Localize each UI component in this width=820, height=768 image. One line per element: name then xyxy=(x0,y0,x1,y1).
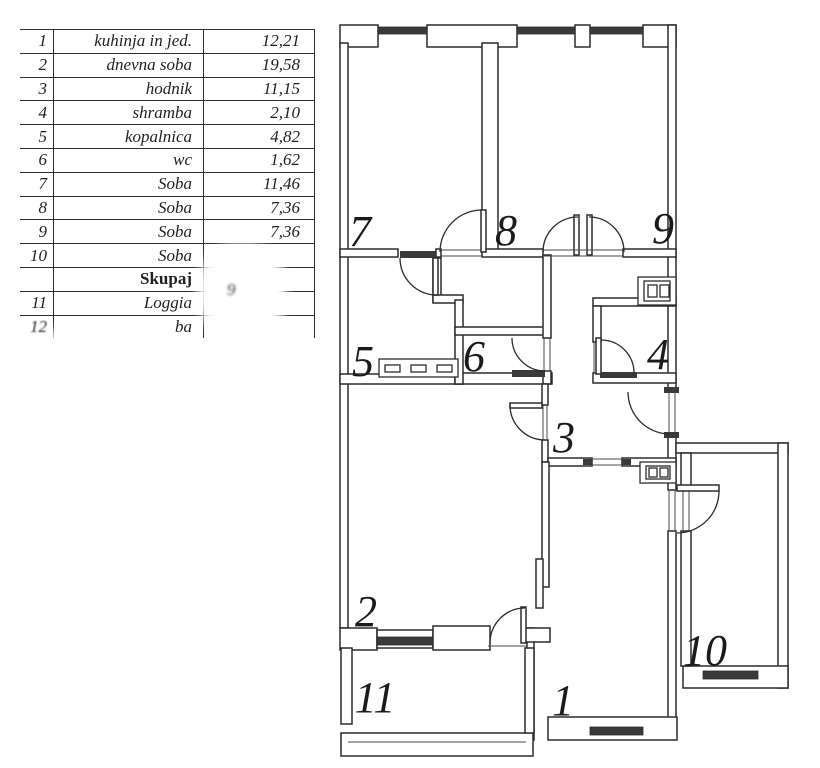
door-jamb xyxy=(622,459,631,465)
door-jamb xyxy=(664,387,679,393)
window-bar xyxy=(377,637,433,645)
row-number: 1 xyxy=(20,30,54,54)
door-arc xyxy=(400,258,437,295)
door-leaf xyxy=(521,607,526,643)
room-label-9: 9 xyxy=(652,204,674,253)
vent-shaft xyxy=(638,277,676,305)
row-number: 12 xyxy=(20,315,54,338)
row-number: 2 xyxy=(20,53,54,77)
room-label-2: 2 xyxy=(355,587,377,636)
door-arc xyxy=(589,217,624,252)
door-leaf xyxy=(510,403,542,408)
window-bar xyxy=(590,27,643,34)
row-number: 4 xyxy=(20,101,54,125)
row-number: 11 xyxy=(20,291,54,315)
room-area: 2,10 xyxy=(204,101,315,125)
total-label: Skupaj xyxy=(54,267,204,291)
row-number: 7 xyxy=(20,172,54,196)
door-arc xyxy=(601,340,634,373)
room-area: 19,58 xyxy=(204,53,315,77)
room-name: Soba xyxy=(54,220,204,244)
whiteout-smudge xyxy=(48,326,143,348)
room-label-11: 11 xyxy=(354,673,396,722)
vent-shaft xyxy=(640,462,676,483)
door-jamb xyxy=(583,459,592,465)
room-area: 7,36 xyxy=(204,220,315,244)
room-label-7: 7 xyxy=(349,207,371,256)
window-bar xyxy=(590,727,643,735)
room-area: 1,62 xyxy=(204,148,315,172)
room-name: Soba xyxy=(54,244,204,268)
door-threshold xyxy=(400,251,436,258)
room-label-6: 6 xyxy=(463,332,485,381)
row-number: 8 xyxy=(20,196,54,220)
row-number: 9 xyxy=(20,220,54,244)
room-name: Soba xyxy=(54,196,204,220)
room-name: kopalnica xyxy=(54,125,204,149)
sliding-door-panel xyxy=(536,559,543,608)
room-name: Soba xyxy=(54,172,204,196)
door-arc xyxy=(440,210,482,252)
room-name: kuhinja in jed. xyxy=(54,30,204,54)
room-label-8: 8 xyxy=(495,206,517,255)
whiteout-smudge xyxy=(198,244,286,339)
door-leaf xyxy=(677,485,719,491)
smudged-total-digit: 9 xyxy=(227,280,236,299)
window-bar xyxy=(517,27,575,34)
door-threshold xyxy=(600,372,637,378)
door-arc xyxy=(628,392,670,434)
room-name: wc xyxy=(54,148,204,172)
room-area: 4,82 xyxy=(204,125,315,149)
window-bar xyxy=(378,27,427,34)
door-leaf xyxy=(481,210,486,252)
door-arc xyxy=(490,608,525,643)
room-label-5: 5 xyxy=(352,337,374,386)
door-arc xyxy=(512,338,545,371)
room-name: hodnik xyxy=(54,77,204,101)
room-label-1: 1 xyxy=(552,676,574,725)
room-area: 11,46 xyxy=(204,172,315,196)
room-name-fragment: ba xyxy=(54,315,204,338)
row-number: 3 xyxy=(20,77,54,101)
room-area: 7,36 xyxy=(204,196,315,220)
room-area: 12,21 xyxy=(204,30,315,54)
room-label-3: 3 xyxy=(553,413,575,462)
door-arc xyxy=(510,405,545,440)
door-leaf xyxy=(433,258,438,295)
door-leaf xyxy=(596,338,601,374)
door-jamb xyxy=(664,432,679,438)
row-number: 10 xyxy=(20,244,54,268)
row-number: 5 xyxy=(20,125,54,149)
row-number: 6 xyxy=(20,148,54,172)
room-name: shramba xyxy=(54,101,204,125)
room-name: Loggia xyxy=(54,291,204,315)
room-label-4: 4 xyxy=(647,330,669,379)
room-name: dnevna soba xyxy=(54,53,204,77)
room-area: 11,15 xyxy=(204,77,315,101)
room-label-10: 10 xyxy=(683,626,727,675)
door-arc xyxy=(543,217,578,252)
